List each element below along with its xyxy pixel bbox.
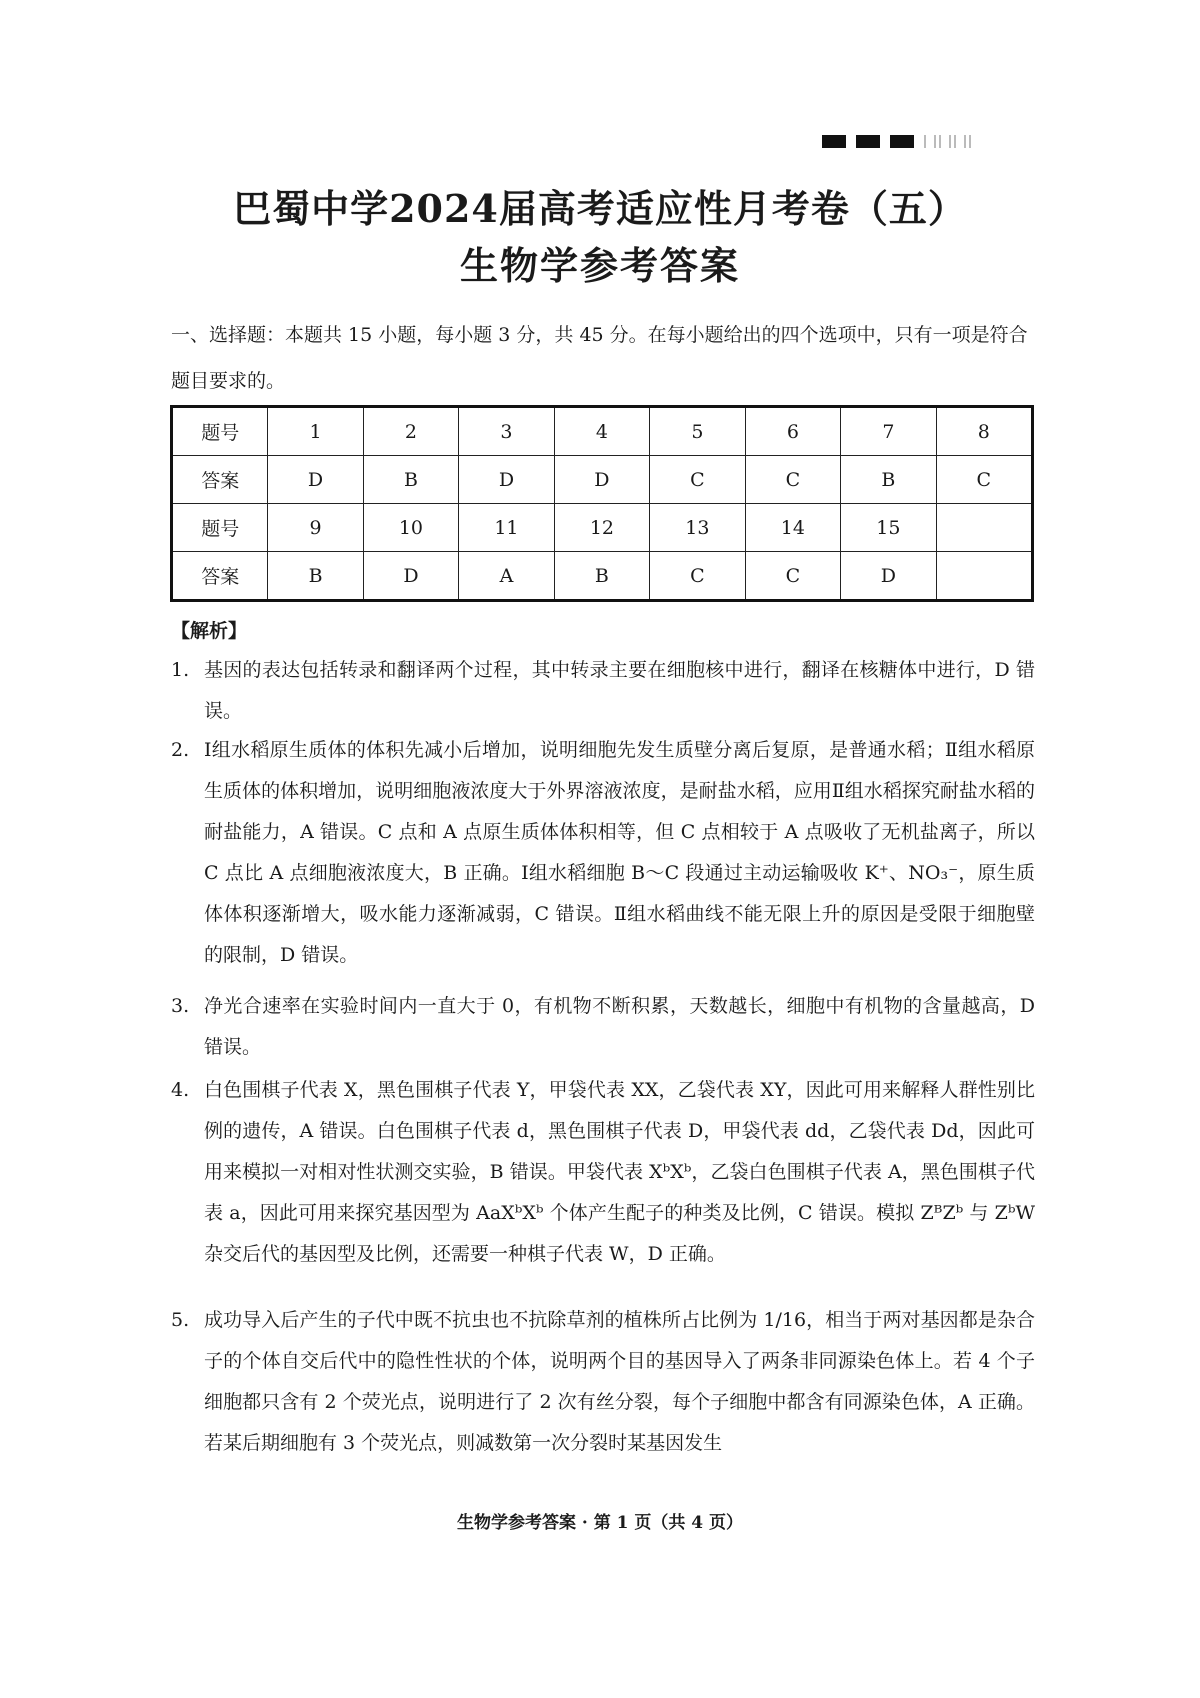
alignment-tick (934, 135, 936, 148)
answer-table-cell: 2 (363, 407, 458, 456)
answer-table-row-label: 题号 (172, 504, 268, 552)
answer-table-cell: 7 (841, 407, 936, 456)
answer-table-cell: 1 (268, 407, 363, 456)
answer-table-cell: 8 (936, 407, 1032, 456)
analysis-heading: 【解析】 (171, 620, 248, 642)
answer-table-cell: D (363, 552, 458, 601)
answer-table-cell: D (268, 456, 363, 504)
answer-table-cell: 5 (650, 407, 745, 456)
analysis-item-text: 基因的表达包括转录和翻译两个过程，其中转录主要在细胞核中进行，翻译在核糖体中进行，D 错误。 (204, 659, 1035, 722)
answer-table-cell: D (459, 456, 554, 504)
answer-table-row (172, 456, 1033, 504)
answer-table-cell (936, 552, 1032, 601)
analysis-item-number: 3. (171, 995, 190, 1017)
answer-table-cell: C (650, 456, 745, 504)
answer-table-cell: 11 (459, 504, 554, 552)
alignment-tick (949, 135, 951, 148)
analysis-item-number: 2. (171, 739, 190, 761)
answer-table-row-label: 题号 (172, 407, 268, 456)
answer-table-cell: B (841, 456, 936, 504)
analysis-item-number: 4. (171, 1079, 190, 1101)
answer-table-row (172, 407, 1033, 456)
answer-table-row-label: 答案 (172, 456, 268, 504)
answer-table-cell: C (745, 552, 840, 601)
analysis-item-text: 净光合速率在实验时间内一直大于 0，有机物不断积累，天数越长，细胞中有机物的含量越高，D 错误。 (204, 995, 1035, 1058)
answer-table-cell: C (936, 456, 1032, 504)
alignment-tick (969, 135, 971, 148)
analysis-item (171, 986, 1035, 1068)
answer-table-cell: C (650, 552, 745, 601)
analysis-item (171, 730, 1035, 976)
analysis-item (171, 1300, 1035, 1464)
analysis-item (171, 1070, 1035, 1275)
page-footer: 生物学参考答案 · 第 1 页（共 4 页） (456, 1513, 744, 1533)
document-title: 巴蜀中学2024届高考适应性月考卷（五） (233, 186, 967, 231)
section-instruction: 一、选择题：本题共 15 小题，每小题 3 分，共 45 分。在每小题给出的四个选项中，只有一项是符合题目要求的。 (171, 324, 1028, 392)
answer-table (170, 405, 1034, 602)
answer-table-cell: A (459, 552, 554, 601)
answer-table-cell: D (841, 552, 936, 601)
alignment-tick (954, 135, 956, 148)
analysis-item-text: Ⅰ组水稻原生质体的体积先减小后增加，说明细胞先发生质壁分离后复原，是普通水稻；Ⅱ组水稻原生质体的体积增加，说明细胞液浓度大于外界溶液浓度，是耐盐水稻，应用Ⅱ组水稻探究耐盐水稻的耐盐能力，A 错误。C 点和 A 点原生质体体积相等，但 C 点相较于 A 点吸收了无机盐离子，所以 C 点比 A 点细胞液浓度大，B 正确。Ⅰ组水稻细胞 B～C 段通过主动运输吸收 K⁺、NO₃⁻，原生质体体积逐渐增大，吸水能力逐渐减弱，C 错误。Ⅱ组水稻曲线不能无限上升的原因是受限于细胞壁的限制，D 错误。 (204, 739, 1035, 966)
analysis-item (171, 650, 1035, 732)
analysis-item-number: 5. (171, 1309, 190, 1331)
answer-table-cell: B (363, 456, 458, 504)
answer-table-cell: 15 (841, 504, 936, 552)
alignment-tick (939, 135, 941, 148)
alignment-tick (964, 135, 966, 148)
answer-table-cell: 3 (459, 407, 554, 456)
alignment-tick (924, 135, 926, 148)
alignment-marks (822, 135, 979, 148)
alignment-block (890, 135, 914, 148)
answer-table-cell: D (554, 456, 649, 504)
answer-table-cell: B (268, 552, 363, 601)
answer-table-cell: 10 (363, 504, 458, 552)
answer-table-row-label: 答案 (172, 552, 268, 601)
alignment-block (856, 135, 880, 148)
document-subtitle: 生物学参考答案 (459, 243, 740, 288)
answer-table-cell: B (554, 552, 649, 601)
alignment-block (822, 135, 846, 148)
analysis-item-number: 1. (171, 659, 190, 681)
answer-table-cell: 13 (650, 504, 745, 552)
answer-table-cell: 4 (554, 407, 649, 456)
analysis-item-text: 成功导入后产生的子代中既不抗虫也不抗除草剂的植株所占比例为 1/16，相当于两对基因都是杂合子的个体自交后代中的隐性性状的个体，说明两个目的基因导入了两条非同源染色体上。若 4 个子细胞都只含有 2 个荧光点，说明进行了 2 次有丝分裂，每个子细胞中都含有同源染色体，A 正确。若某后期细胞有 3 个荧光点，则减数第一次分裂时某基因发生 (204, 1309, 1035, 1454)
answer-table-cell (936, 504, 1032, 552)
answer-table-cell: 9 (268, 504, 363, 552)
answer-table-cell: 6 (745, 407, 840, 456)
analysis-item-text: 白色围棋子代表 X，黑色围棋子代表 Y，甲袋代表 XX，乙袋代表 XY，因此可用来解释人群性别比例的遗传，A 错误。白色围棋子代表 d，黑色围棋子代表 D，甲袋代表 dd，乙袋代表 Dd，因此可用来模拟一对相对性状测交实验，B 错误。甲袋代表 XᵇXᵇ，乙袋白色围棋子代表 A，黑色围棋子代表 a，因此可用来探究基因型为 AaXᵇXᵇ 个体产生配子的种类及比例，C 错误。模拟 ZᴮZᵇ 与 ZᵇW 杂交后代的基因型及比例，还需要一种棋子代表 W，D 正确。 (204, 1079, 1035, 1265)
answer-table-row (172, 504, 1033, 552)
answer-table-cell: C (745, 456, 840, 504)
answer-table-cell: 12 (554, 504, 649, 552)
answer-table-cell: 14 (745, 504, 840, 552)
answer-table-row (172, 552, 1033, 601)
